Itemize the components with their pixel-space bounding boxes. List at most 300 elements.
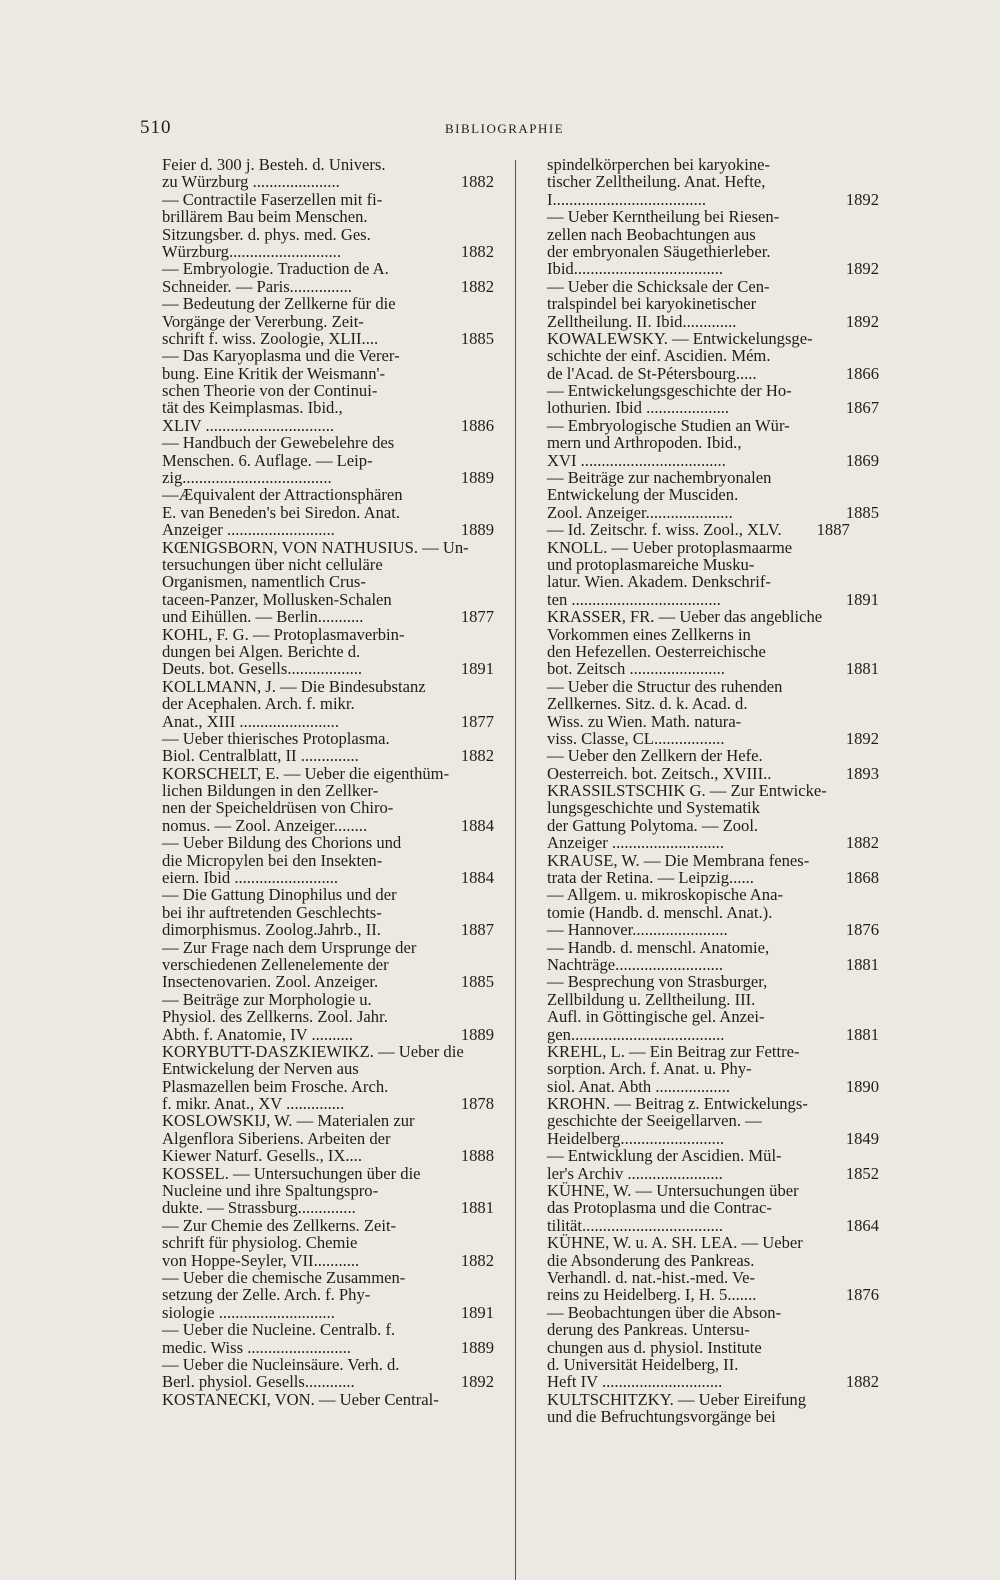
bib-line [162,1234,490,1251]
bib-text: — Handbuch der Gewebelehre des [162,433,395,453]
bib-line [547,1043,875,1060]
bib-text: Deuts. bot. Gesells.................. [162,659,363,679]
bib-line [547,173,875,190]
bib-line [162,399,490,416]
bib-line [162,539,490,556]
page-number: 510 [140,117,172,138]
bib-text: KOSLOWSKIJ, W. — Materialen zur [162,1111,415,1131]
bib-line [162,172,494,192]
bib-text: KOWALEWSKY. — Entwickelungsge- [547,328,813,348]
bib-year: 1889 [460,468,494,488]
bib-year: 1877 [460,711,494,731]
bib-text: tät des Keimplasmas. Ibid., [162,398,343,418]
bib-line [547,1234,875,1251]
bib-line [547,1128,879,1148]
running-title: BIBLIOGRAPHIE [445,121,565,136]
bib-text: das Protoplasma und die Contrac- [547,1198,772,1218]
bib-text: zig.................................... [162,468,332,488]
bib-text: Zellkernes. Sitz. d. k. Acad. d. [547,694,748,714]
column-divider [515,160,516,1580]
bib-year: 1889 [460,1024,494,1044]
bib-line [547,1008,875,1025]
bib-line [547,817,875,834]
bib-line [547,763,879,783]
bib-line [547,713,875,730]
bib-year: 1877 [460,607,494,627]
bib-line [547,382,875,399]
bib-line [162,434,490,451]
bib-text: und protoplasmareiche Musku- [547,554,755,574]
bib-text: Ibid.................................... [547,259,724,279]
bib-line [162,1321,490,1338]
bib-line [162,226,490,243]
bib-line [162,1146,494,1166]
bib-line [547,189,879,209]
bib-text: — Beiträge zur nachembryonalen [547,468,772,488]
bib-line [162,591,490,608]
bib-line [547,450,879,470]
bib-text: — Beobachtungen über die Abson- [547,1302,782,1322]
bib-line [547,1269,875,1286]
bib-line [547,973,875,990]
bib-year: 1887 [816,520,850,540]
bib-year: 1892 [845,728,879,748]
bib-line [547,626,875,643]
bib-text: eiern. Ibid ......................... [162,868,339,888]
bib-text: KŒNIGSBORN, VON NATHUSIUS. — Un- [162,537,469,557]
bib-text: tralspindel bei karyokinetischer [547,294,757,314]
bib-year: 1885 [845,502,879,522]
bib-line [162,711,494,731]
bib-text: KORSCHELT, E. — Ueber die eigenthüm- [162,763,450,783]
bib-line [547,728,879,748]
bib-line [547,156,875,173]
bib-line [162,782,490,799]
bib-line [547,886,875,903]
bib-line [162,260,490,277]
bib-text: — Ueber Kerntheilung bei Riesen- [547,207,780,227]
bib-line [547,1095,875,1112]
bib-line [547,1112,875,1129]
bib-text: lichen Bildungen in den Zellker- [162,781,379,801]
bib-text: d. Universität Heidelberg, II. [547,1354,739,1374]
bib-text: — Besprechung von Strasburger, [547,972,768,992]
bib-year: 1889 [460,520,494,540]
bib-text: — Die Gattung Dinophilus und der [162,885,397,905]
bib-line [162,972,494,992]
bib-line [547,659,879,679]
bib-text: —Æquivalent der Attractionsphären [162,485,403,505]
bib-text: Entwickelung der Musciden. [547,485,739,505]
bib-line [162,852,490,869]
bib-text: derung des Pankreas. Untersu- [547,1320,750,1340]
bib-line [162,1130,490,1147]
bib-line [162,886,490,903]
bib-text: Oesterreich. bot. Zeitsch., XVIII.. [547,763,772,783]
bib-line [162,347,490,364]
bib-text: KÜHNE, W. u. A. SH. LEA. — Ueber [547,1233,803,1253]
bib-line [547,904,875,921]
bib-text: Feier d. 300 j. Besteh. d. Univers. [162,155,386,174]
bib-text: — Contractile Faserzellen mit fi- [162,189,383,209]
bib-line [547,1060,875,1077]
bib-text: KRASSER, FR. — Ueber das angebliche [547,607,823,627]
bib-text: reins zu Heidelberg. I, H. 5....... [547,1285,757,1305]
bib-text: — Ueber die Structur des ruhenden [547,676,783,696]
bib-line [162,1269,490,1286]
bib-text: Aufl. in Göttingische gel. Anzei- [547,1007,765,1027]
bib-text: de l'Acad. de St-Pétersbourg..... [547,363,757,383]
bib-text: siologie ............................ [162,1302,335,1322]
bib-line [162,1094,494,1114]
bib-text: — Ueber den Zellkern der Hefe. [547,746,763,766]
bib-line [162,1356,490,1373]
bib-line [547,573,875,590]
bib-text: KRAUSE, W. — Die Membrana fenes- [547,850,810,870]
bib-text: tilität.................................. [547,1215,724,1235]
bib-text: brillärem Bau beim Menschen. [162,207,368,227]
bib-year: 1866 [845,363,879,383]
bib-line [162,573,490,590]
bib-text: — Das Karyoplasma und die Verer- [162,346,400,366]
bib-text: Vorkommen eines Zellkerns in [547,624,751,644]
bib-text: KNOLL. — Ueber protoplasmaarme [547,537,793,557]
bib-line [162,276,494,296]
bib-text: Plasmazellen beim Frosche. Arch. [162,1076,389,1096]
bib-text: — Beiträge zur Morphologie u. [162,989,372,1009]
bib-text: Verhandl. d. nat.-hist.-med. Ve- [547,1268,755,1287]
bib-year: 1886 [460,415,494,435]
bib-text: E. van Beneden's bei Siredon. Anat. [162,502,401,522]
bib-year: 1867 [845,398,879,418]
bib-line [162,1078,490,1095]
bib-line [162,1372,494,1392]
bib-line [547,434,875,451]
bib-line [162,365,490,382]
bib-text: XVI ................................... [547,450,726,470]
bib-line [547,226,875,243]
bib-text: taceen-Panzer, Mollusken-Schalen [162,589,392,609]
bib-line [547,1408,875,1425]
bib-text: sorption. Arch. f. Anat. u. Phy- [547,1059,752,1079]
bib-text: KOLLMANN, J. — Die Bindesubstanz [162,676,426,696]
bib-line [162,1337,494,1357]
bib-text: — Ueber die Schicksale der Cen- [547,276,770,296]
bib-year: 1893 [845,763,879,783]
bib-line [547,1024,879,1044]
bib-line [547,330,875,347]
bib-text: dukte. — Strassburg.............. [162,1198,356,1218]
bib-text: Zellbildung u. Zelltheilung. III. [547,989,756,1009]
bib-year: 1885 [460,328,494,348]
bib-text: schen Theorie von der Continui- [162,381,378,401]
bib-line [547,521,875,538]
bib-year: 1882 [460,1250,494,1270]
bib-text: mern und Arthropoden. Ibid., [547,433,742,453]
bib-year: 1882 [845,833,879,853]
bib-year: 1889 [460,1337,494,1357]
bib-text: Organismen, namentlich Crus- [162,572,366,592]
bib-line [162,1165,490,1182]
bib-line [547,1182,875,1199]
bib-text: — Hannover....................... [547,920,728,940]
bib-line [547,398,879,418]
bib-text: der Acephalen. Arch. f. mikr. [162,694,355,714]
bib-line [162,1060,490,1077]
bib-text: bot. Zeitsch ....................... [547,659,725,679]
bib-text: ler's Archiv ....................... [547,1163,723,1183]
bib-text: siol. Anat. Abth .................. [547,1076,731,1096]
bib-text: KOSSEL. — Untersuchungen über die [162,1163,421,1183]
bib-year: 1887 [460,920,494,940]
bib-line [547,608,875,625]
bib-line [547,678,875,695]
bib-line [547,347,875,364]
bib-year: 1882 [460,241,494,261]
bib-line [547,486,875,503]
bib-text: verschiedenen Zellenelemente der [162,954,389,974]
bib-line [162,313,490,330]
bib-year: 1885 [460,972,494,992]
bib-text: Sitzungsber. d. phys. med. Ges. [162,224,371,244]
bib-line [162,504,490,521]
bib-text: KOHL, F. G. — Protoplasmaverbin- [162,624,405,644]
bib-year: 1891 [460,1302,494,1322]
bib-text: KRASSILSTSCHIK G. — Zur Entwicke- [547,781,827,801]
bib-text: dungen bei Algen. Berichte d. [162,641,361,661]
bib-text: Menschen. 6. Auflage. — Leip- [162,450,373,470]
bib-text: XLIV ............................... [162,415,335,435]
bib-text: — Id. Zeitschr. f. wiss. Zool., XLV. [547,520,782,540]
bib-line [162,156,490,173]
bib-text: gen..................................... [547,1024,725,1044]
bib-line [547,1215,879,1235]
bib-line [547,920,879,940]
bib-line [162,939,490,956]
bib-text: f. mikr. Anat., XV .............. [162,1094,345,1114]
bib-text: latur. Wien. Akadem. Denkschrif- [547,572,771,592]
bib-line [162,956,490,973]
bib-line [547,991,875,1008]
bib-line [162,904,490,921]
bib-text: — Ueber Bildung des Chorions und [162,833,402,853]
bib-line [547,502,879,522]
bib-text: Zelltheilung. II. Ibid............. [547,311,737,331]
bib-line [547,1356,875,1373]
bib-line [162,1112,490,1129]
bib-line [547,1199,875,1216]
bib-text: geschichte der Seeigellarven. — [547,1111,762,1131]
bib-text: dimorphismus. Zoolog.Jahrb., II. [162,920,381,940]
bib-text: chungen aus d. physiol. Institute [547,1337,762,1357]
bib-text: — Entwickelungsgeschichte der Ho- [547,381,792,401]
bib-text: nen der Speicheldrüsen von Chiro- [162,798,394,818]
bib-line [547,782,875,799]
bib-text: — Zur Frage nach dem Ursprunge der [162,937,417,957]
bib-year: 1892 [845,259,879,279]
bib-year: 1891 [845,589,879,609]
bib-year: 1892 [845,189,879,209]
bib-text: tomie (Handb. d. menschl. Anat.). [547,902,773,922]
bib-line [547,1252,875,1269]
bib-year: 1892 [845,311,879,331]
bib-year: 1892 [460,1372,494,1392]
bib-year: 1891 [460,659,494,679]
bib-line [547,1391,875,1408]
bib-line [547,1163,879,1183]
bib-text: nomus. — Zool. Anzeiger........ [162,815,368,835]
bib-line [162,730,490,747]
bib-text: schichte der einf. Ascidien. Mém. [547,346,771,366]
bib-line [547,1076,879,1096]
bib-text: Heft IV ............................. [547,1372,723,1392]
bib-text: Nachträge.......................... [547,954,724,974]
bib-text: KROHN. — Beitrag z. Entwickelungs- [547,1094,808,1114]
bib-line [162,746,494,766]
bib-line [547,1285,879,1305]
bib-year: 1849 [845,1128,879,1148]
bib-line [162,241,494,261]
bib-text: — Embryologische Studien an Wür- [547,415,790,435]
bib-line [547,1147,875,1164]
bib-year: 1881 [845,1024,879,1044]
bib-year: 1881 [845,659,879,679]
bib-year: 1884 [460,868,494,888]
bib-year: 1881 [845,954,879,974]
bib-line [162,868,494,888]
bib-text: viss. Classe, CL................. [547,728,725,748]
bib-line [162,1391,490,1408]
bib-text: und Eihüllen. — Berlin........... [162,607,364,627]
bib-text: KREHL, L. — Ein Beitrag zur Fettre- [547,1041,800,1061]
bib-line [162,659,494,679]
bib-line [162,520,494,540]
bib-line [162,920,494,940]
bib-line [162,607,494,627]
bib-text: schrift f. wiss. Zoologie, XLII.... [162,328,379,348]
bib-year: 1882 [845,1372,879,1392]
bib-text: Abth. f. Anatomie, IV .......... [162,1024,353,1044]
bib-text: Vorgänge der Vererbung. Zeit- [162,311,364,331]
bib-text: medic. Wiss ......................... [162,1337,351,1357]
bib-line [547,363,879,383]
bib-text: — Bedeutung der Zellkerne für die [162,294,396,314]
bib-line [162,1182,490,1199]
bib-text: — Allgem. u. mikroskopische Ana- [547,885,783,905]
bib-text: lothurien. Ibid .................... [547,398,730,418]
bib-line [547,278,875,295]
bib-line [162,834,490,851]
bib-line [162,1217,490,1234]
bib-text: die Micropylen bei den Insekten- [162,850,383,870]
bib-line [547,954,879,974]
bib-text: der embryonalen Säugethierleber. [547,241,771,261]
bib-text: lungsgeschichte und Systematik [547,798,760,818]
bib-year: 1884 [460,815,494,835]
bib-text: — Embryologie. Traduction de A. [162,259,389,279]
bib-text: die Absonderung des Pankreas. [547,1250,755,1270]
bib-text: Anzeiger ........................... [547,833,724,853]
bib-text: Berl. physiol. Gesells............ [162,1372,355,1392]
bib-year: 1881 [460,1198,494,1218]
bib-year: 1876 [845,920,879,940]
bib-text: Würzburg........................... [162,241,341,261]
bib-text: Insectenovarien. Zool. Anzeiger. [162,972,379,992]
bib-text: Schneider. — Paris............... [162,276,352,296]
bib-text: Heidelberg......................... [547,1128,725,1148]
bib-text: — Ueber die Nucleinsäure. Verh. d. [162,1354,400,1374]
bib-line [162,208,490,225]
bib-text: tersuchungen über nicht celluläre [162,554,383,574]
bib-line [547,1321,875,1338]
bib-text: I..................................... [547,189,707,209]
bib-line [162,295,490,312]
bib-text: Wiss. zu Wien. Math. natura- [547,711,742,731]
bib-line [162,626,490,643]
bib-text: Anat., XIII ........................ [162,711,339,731]
bib-text: — Entwicklung der Ascidien. Mül- [547,1146,782,1166]
bib-line [547,556,875,573]
bib-line [547,539,875,556]
bib-line [162,815,494,835]
bib-line [162,991,490,1008]
bib-text: — Ueber die chemische Zusammen- [162,1268,406,1287]
bib-line [162,1024,494,1044]
bib-line [162,1008,490,1025]
bib-line [547,1304,875,1321]
bib-year: 1869 [845,450,879,470]
bib-line [162,1286,490,1303]
bib-line [547,852,875,869]
bib-text: ten .................................... [547,589,721,609]
bib-text: tischer Zelltheilung. Anat. Hefte, [547,172,766,192]
right-column [547,155,879,1427]
bib-text: bung. Eine Kritik der Weismann'- [162,363,386,383]
bib-text: spindelkörperchen bei karyokine- [547,155,771,174]
bib-text: Zool. Anzeiger..................... [547,502,733,522]
bib-text: KULTSCHITZKY. — Ueber Eireifung [547,1389,807,1409]
bib-year: 1888 [460,1146,494,1166]
bib-line [547,747,875,764]
bib-line [162,328,494,348]
bib-line [547,469,875,486]
bib-year: 1878 [460,1094,494,1114]
bib-text: Algenflora Siberiens. Arbeiten der [162,1128,391,1148]
bib-year: 1864 [845,1215,879,1235]
bib-year: 1890 [845,1076,879,1096]
bib-line [162,382,490,399]
bib-text: — Ueber die Nucleine. Centralb. f. [162,1320,396,1340]
bib-year: 1882 [460,276,494,296]
bib-line [547,868,879,888]
bib-line [162,799,490,816]
bib-line [547,589,879,609]
bib-line [162,556,490,573]
bib-line [547,1339,875,1356]
bib-line [162,1302,494,1322]
bib-year: 1882 [460,172,494,192]
bib-line [162,452,490,469]
bib-text: setzung der Zelle. Arch. f. Phy- [162,1285,371,1305]
bib-line [547,417,875,434]
bib-text: zu Würzburg ..................... [162,172,340,192]
bib-text: der Gattung Polytoma. — Zool. [547,815,759,835]
bib-line [547,295,875,312]
bib-line [162,1043,490,1060]
bib-year: 1868 [845,868,879,888]
bib-text: Physiol. des Zellkerns. Zool. Jahr. [162,1007,388,1027]
bib-text: Kiewer Naturf. Gesells., IX.... [162,1146,362,1166]
